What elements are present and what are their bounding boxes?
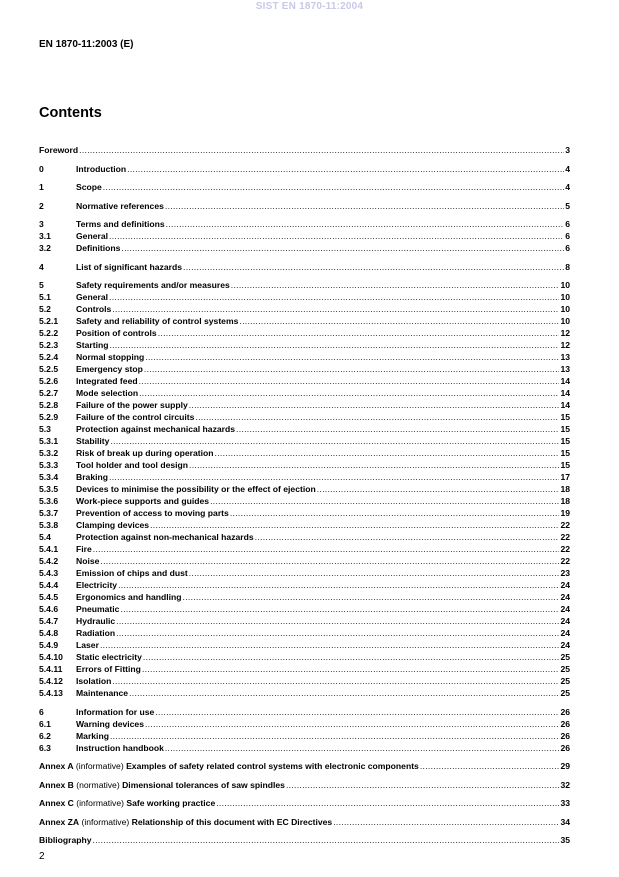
dot-leader bbox=[100, 555, 559, 567]
dot-leader bbox=[129, 687, 559, 699]
toc-entry-page: 10 bbox=[560, 316, 570, 326]
toc-entry-number: 3.2 bbox=[39, 243, 51, 253]
toc-entry-page: 4 bbox=[565, 163, 570, 174]
toc-entry-title: Definitions bbox=[76, 243, 121, 253]
annex-title: Dimensional tolerances of saw spindles bbox=[122, 779, 285, 790]
toc-entry-page: 15 bbox=[560, 412, 570, 422]
toc-entry-page: 22 bbox=[560, 556, 570, 566]
toc-entry[interactable] bbox=[39, 483, 570, 495]
toc-entry-number: 5.4.2 bbox=[39, 556, 59, 566]
toc-entry-page: 4 bbox=[565, 182, 570, 192]
toc-entry-page: 12 bbox=[560, 328, 570, 338]
toc-entry[interactable] bbox=[39, 760, 570, 772]
toc-entry-number: 5.2.5 bbox=[39, 364, 59, 374]
toc-entry-page: 6 bbox=[565, 231, 570, 241]
toc-entry-title: Noise bbox=[76, 556, 100, 566]
dot-leader bbox=[230, 507, 560, 519]
dot-leader bbox=[150, 519, 559, 531]
dot-leader bbox=[286, 779, 559, 791]
dot-leader bbox=[110, 435, 559, 447]
toc-entry-number: 6.2 bbox=[39, 730, 51, 741]
toc-entry-page: 15 bbox=[560, 436, 570, 446]
page-number: 2 bbox=[39, 851, 45, 862]
toc-entry-title: Fire bbox=[76, 544, 92, 554]
toc-entry-page: 34 bbox=[560, 816, 570, 827]
toc-entry-number: 5.4.10 bbox=[39, 652, 63, 662]
dot-leader bbox=[120, 603, 559, 615]
toc-entry[interactable] bbox=[39, 675, 570, 687]
toc-entry-title: Hydraulic bbox=[76, 616, 116, 626]
toc-entry[interactable] bbox=[39, 163, 570, 175]
toc-entry-page: 22 bbox=[560, 520, 570, 530]
toc-entry-title: Emission of chips and dust bbox=[76, 568, 188, 578]
toc-entry[interactable] bbox=[39, 834, 570, 846]
toc-entry-number: 5.4.12 bbox=[39, 676, 63, 686]
toc-entry-number: 5.4.1 bbox=[39, 544, 59, 554]
toc-entry-title: Protection against mechanical hazards bbox=[76, 424, 236, 434]
toc-entry[interactable] bbox=[39, 351, 570, 363]
toc-entry-number: 5.2.4 bbox=[39, 352, 59, 362]
toc-entry[interactable] bbox=[39, 507, 570, 519]
annex-label: Annex A bbox=[39, 761, 74, 771]
toc-entry[interactable] bbox=[39, 495, 570, 507]
toc-entry-title: Mode selection bbox=[76, 388, 139, 398]
toc-entry[interactable] bbox=[39, 779, 570, 791]
dot-leader bbox=[189, 399, 560, 411]
toc-entry-number: 5.4.9 bbox=[39, 640, 59, 650]
toc-entry-number: 5.3.5 bbox=[39, 484, 59, 494]
toc-entry-number: 5.2.3 bbox=[39, 340, 59, 350]
annex-title: Relationship of this document with EC Directives bbox=[131, 816, 333, 827]
toc-entry-page: 8 bbox=[565, 261, 570, 272]
dot-leader bbox=[79, 144, 564, 156]
dot-leader bbox=[100, 639, 560, 651]
dot-leader bbox=[145, 351, 559, 363]
toc-entry-number: 5.4.13 bbox=[39, 688, 63, 698]
toc-entry-page: 32 bbox=[560, 779, 570, 790]
toc-entry-number: 5.4.3 bbox=[39, 568, 59, 578]
toc-entry-page: 3 bbox=[565, 145, 570, 155]
toc-entry-title: Controls bbox=[76, 304, 112, 314]
toc-entry-number: 5.3.6 bbox=[39, 496, 59, 506]
dot-leader bbox=[109, 339, 559, 351]
toc-entry-page: 24 bbox=[560, 628, 570, 638]
toc-entry[interactable] bbox=[39, 399, 570, 411]
document-id: EN 1870-11:2003 (E) bbox=[39, 39, 134, 50]
toc-entry-number: 5.3.7 bbox=[39, 508, 59, 518]
toc-entry-title: Errors of Fitting bbox=[76, 664, 141, 674]
toc-entry-page: 23 bbox=[560, 568, 570, 578]
dot-leader bbox=[109, 291, 559, 303]
toc-entry-number: 5.2.9 bbox=[39, 412, 59, 422]
toc-entry[interactable] bbox=[39, 663, 570, 675]
toc-entry-title: Failure of the control circuits bbox=[76, 412, 195, 422]
toc-entry-title: Isolation bbox=[76, 676, 112, 686]
toc-entry[interactable] bbox=[39, 687, 570, 699]
toc-entry-number: 5.4 bbox=[39, 532, 51, 542]
toc-entry-number: 0 bbox=[39, 163, 44, 174]
toc-entry-page: 17 bbox=[560, 472, 570, 482]
toc-entry[interactable] bbox=[39, 230, 570, 242]
toc-entry[interactable] bbox=[39, 279, 570, 291]
toc-entry-title: Information for use bbox=[76, 706, 155, 717]
toc-entry-page: 13 bbox=[560, 352, 570, 362]
dot-leader bbox=[109, 471, 559, 483]
toc-entry-title: Laser bbox=[76, 640, 99, 650]
toc-entry-number: 5.4.8 bbox=[39, 628, 59, 638]
annex-title: Safe working practice bbox=[126, 798, 216, 808]
toc-entry-page: 26 bbox=[560, 742, 570, 753]
toc-entry-number: 5.2.8 bbox=[39, 400, 59, 410]
toc-entry-title: Integrated feed bbox=[76, 376, 138, 386]
toc-entry-number: 5.3.2 bbox=[39, 448, 59, 458]
toc-entry-number: 5.2.2 bbox=[39, 328, 59, 338]
toc-entry[interactable] bbox=[39, 742, 570, 754]
dot-leader bbox=[158, 327, 560, 339]
toc-entry[interactable] bbox=[39, 706, 570, 718]
dot-leader bbox=[155, 706, 559, 718]
toc-entry-title: Stability bbox=[76, 436, 110, 446]
toc-entry[interactable] bbox=[39, 435, 570, 447]
toc-entry-title: Pneumatic bbox=[76, 604, 120, 614]
toc-entry-page: 26 bbox=[560, 718, 570, 729]
dot-leader bbox=[144, 363, 560, 375]
toc-entry-number: 6.3 bbox=[39, 742, 51, 753]
toc-entry[interactable] bbox=[39, 303, 570, 315]
dot-leader bbox=[239, 315, 559, 327]
toc-entry-title: Protection against non-mechanical hazards bbox=[76, 532, 254, 542]
toc-entry[interactable] bbox=[39, 579, 570, 591]
annex-title: Examples of safety related control systems with electronic components bbox=[126, 761, 419, 771]
toc-entry-title: Safety and reliability of control systems bbox=[76, 316, 239, 326]
dot-leader bbox=[121, 242, 564, 254]
toc-entry[interactable] bbox=[39, 531, 570, 543]
toc-entry[interactable] bbox=[39, 615, 570, 627]
toc-entry-title: Starting bbox=[76, 340, 109, 350]
toc-entry-title: Risk of break up during operation bbox=[76, 448, 214, 458]
toc-entry-title bbox=[39, 816, 332, 828]
dot-leader bbox=[420, 760, 560, 772]
toc-entry-number: 5.4.5 bbox=[39, 592, 59, 602]
toc-entry-page: 33 bbox=[560, 798, 570, 808]
toc-entry-page: 26 bbox=[560, 706, 570, 717]
toc-entry-number: 5.3.3 bbox=[39, 460, 59, 470]
annex-label: Annex C bbox=[39, 798, 74, 808]
toc-entry[interactable] bbox=[39, 603, 570, 615]
toc-entry-title: General bbox=[76, 292, 109, 302]
toc-entry-title: Terms and definitions bbox=[76, 219, 165, 229]
toc-entry[interactable] bbox=[39, 639, 570, 651]
toc-entry-title: Safety requirements and/or measures bbox=[76, 280, 230, 290]
toc-entry-number: 5.3.4 bbox=[39, 472, 59, 482]
annex-qualifier: (normative) bbox=[73, 779, 123, 790]
dot-leader bbox=[333, 816, 559, 828]
toc-entry-title: Tool holder and tool design bbox=[76, 460, 189, 470]
dot-leader bbox=[183, 261, 564, 273]
dot-leader bbox=[110, 730, 559, 742]
dot-leader bbox=[142, 663, 560, 675]
toc-entry-number: 5.2 bbox=[39, 304, 51, 314]
toc-entry-page: 24 bbox=[560, 616, 570, 626]
toc-entry-number: 5 bbox=[39, 280, 44, 290]
dot-leader bbox=[127, 163, 564, 175]
toc-entry-number: 5.4.11 bbox=[39, 664, 63, 674]
annex-label: Annex B bbox=[39, 779, 74, 790]
toc-entry-page: 26 bbox=[560, 730, 570, 741]
toc-entry-page: 25 bbox=[560, 652, 570, 662]
toc-entry-number: 5.4.4 bbox=[39, 580, 59, 590]
toc-entry-number: 5.1 bbox=[39, 292, 51, 302]
watermark: SIST EN 1870-11:2004 bbox=[255, 1, 364, 12]
toc-entry[interactable] bbox=[39, 339, 570, 351]
toc-entry-title: Failure of the power supply bbox=[76, 400, 188, 410]
dot-leader bbox=[109, 230, 564, 242]
dot-leader bbox=[145, 718, 559, 730]
toc-entry-page: 29 bbox=[560, 761, 570, 771]
dot-leader bbox=[116, 627, 559, 639]
toc-entry-page: 6 bbox=[565, 219, 570, 229]
toc-entry-title: List of significant hazards bbox=[76, 261, 183, 272]
toc-entry[interactable] bbox=[39, 375, 570, 387]
toc-entry-number: 5.2.6 bbox=[39, 376, 59, 386]
toc-entry[interactable] bbox=[39, 459, 570, 471]
toc-entry-page: 5 bbox=[565, 200, 570, 211]
toc-entry-title: Introduction bbox=[76, 163, 127, 174]
toc-entry-page: 12 bbox=[560, 340, 570, 350]
annex-qualifier: (informative) bbox=[79, 816, 132, 827]
toc-entry-number: 5.3.8 bbox=[39, 520, 59, 530]
toc-entry[interactable] bbox=[39, 591, 570, 603]
toc-entry-number: 5.2.1 bbox=[39, 316, 59, 326]
dot-leader bbox=[165, 742, 560, 754]
dot-leader bbox=[255, 531, 560, 543]
toc-entry-page: 25 bbox=[560, 688, 570, 698]
annex-label: Annex ZA bbox=[39, 816, 80, 827]
toc-entry-page: 15 bbox=[560, 460, 570, 470]
dot-leader bbox=[93, 543, 560, 555]
toc-entry[interactable] bbox=[39, 423, 570, 435]
toc-entry-title: Bibliography bbox=[39, 835, 92, 845]
toc-entry-number: 2 bbox=[39, 200, 44, 211]
toc-entry-title bbox=[39, 760, 419, 772]
toc-entry-number: 3.1 bbox=[39, 231, 51, 241]
dot-leader bbox=[139, 387, 559, 399]
toc-entry[interactable] bbox=[39, 327, 570, 339]
dot-leader bbox=[231, 279, 560, 291]
toc-entry[interactable] bbox=[39, 519, 570, 531]
toc-entry-title: Scope bbox=[76, 182, 102, 192]
dot-leader bbox=[236, 423, 559, 435]
toc-entry-page: 6 bbox=[565, 243, 570, 253]
toc-entry[interactable] bbox=[39, 730, 570, 742]
toc-entry-title: Static electricity bbox=[76, 652, 142, 662]
toc-entry-title: Maintenance bbox=[76, 688, 129, 698]
toc-entry-title: Instruction handbook bbox=[76, 742, 164, 753]
toc-entry[interactable] bbox=[39, 816, 570, 828]
dot-leader bbox=[103, 181, 564, 193]
toc-entry[interactable] bbox=[39, 144, 570, 156]
toc-entry-number: 5.4.7 bbox=[39, 616, 59, 626]
toc-entry-number: 3 bbox=[39, 219, 44, 229]
toc-entry-number: 6 bbox=[39, 706, 44, 717]
toc-entry[interactable] bbox=[39, 181, 570, 193]
dot-leader bbox=[165, 200, 564, 212]
toc-entry-page: 10 bbox=[560, 292, 570, 302]
toc-entry-title: Work-piece supports and guides bbox=[76, 496, 210, 506]
toc-entry[interactable] bbox=[39, 200, 570, 212]
toc-entry-page: 14 bbox=[560, 400, 570, 410]
toc-entry-title bbox=[39, 779, 285, 791]
toc-entry-number: 4 bbox=[39, 261, 44, 272]
toc-entry-title: Normal stopping bbox=[76, 352, 145, 362]
dot-leader bbox=[189, 459, 559, 471]
toc-entry-title: Radiation bbox=[76, 628, 116, 638]
toc-entry-page: 18 bbox=[560, 484, 570, 494]
toc-entry-number: 1 bbox=[39, 182, 44, 192]
toc-entry-number: 5.3.1 bbox=[39, 436, 59, 446]
toc-entry-title: Electricity bbox=[76, 580, 118, 590]
dot-leader bbox=[317, 483, 560, 495]
page-title: Contents bbox=[39, 105, 102, 121]
toc-entry[interactable] bbox=[39, 718, 570, 730]
annex-qualifier: (informative) bbox=[73, 761, 127, 771]
toc-entry-number: 5.4.6 bbox=[39, 604, 59, 614]
toc-entry-number: 6.1 bbox=[39, 718, 51, 729]
toc-entry-title: Foreword bbox=[39, 145, 79, 155]
dot-leader bbox=[93, 834, 560, 846]
toc-entry[interactable] bbox=[39, 242, 570, 254]
toc-entry-page: 19 bbox=[560, 508, 570, 518]
table-of-contents bbox=[39, 144, 570, 846]
toc-entry[interactable] bbox=[39, 627, 570, 639]
toc-entry[interactable] bbox=[39, 651, 570, 663]
dot-leader bbox=[118, 579, 559, 591]
toc-entry[interactable] bbox=[39, 471, 570, 483]
toc-entry[interactable] bbox=[39, 543, 570, 555]
toc-entry-page: 25 bbox=[560, 664, 570, 674]
toc-entry[interactable] bbox=[39, 555, 570, 567]
annex-qualifier: (informative) bbox=[73, 798, 127, 808]
toc-entry-title: Normative references bbox=[76, 200, 164, 211]
toc-entry[interactable] bbox=[39, 411, 570, 423]
dot-leader bbox=[183, 591, 560, 603]
toc-entry[interactable] bbox=[39, 567, 570, 579]
toc-entry-page: 15 bbox=[560, 448, 570, 458]
dot-leader bbox=[143, 651, 560, 663]
toc-entry-page: 15 bbox=[560, 424, 570, 434]
toc-entry-page: 18 bbox=[560, 496, 570, 506]
dot-leader bbox=[139, 375, 560, 387]
toc-entry-page: 25 bbox=[560, 676, 570, 686]
toc-entry-page: 13 bbox=[560, 364, 570, 374]
toc-entry-page: 22 bbox=[560, 532, 570, 542]
dot-leader bbox=[215, 447, 560, 459]
toc-entry-title: Marking bbox=[76, 730, 109, 741]
toc-entry-title: Devices to minimise the possibility or the effect of ejection bbox=[76, 484, 316, 494]
dot-leader bbox=[189, 567, 560, 579]
toc-entry-number: 5.3 bbox=[39, 424, 51, 434]
toc-entry-page: 14 bbox=[560, 388, 570, 398]
toc-entry-page: 24 bbox=[560, 580, 570, 590]
toc-entry-page: 24 bbox=[560, 592, 570, 602]
toc-entry-title: Prevention of access to moving parts bbox=[76, 508, 229, 518]
dot-leader bbox=[216, 797, 559, 809]
toc-entry[interactable] bbox=[39, 387, 570, 399]
toc-entry-page: 22 bbox=[560, 544, 570, 554]
toc-entry-title: Warning devices bbox=[76, 718, 144, 729]
toc-entry-title: Emergency stop bbox=[76, 364, 143, 374]
toc-entry-page: 14 bbox=[560, 376, 570, 386]
toc-entry[interactable] bbox=[39, 315, 570, 327]
toc-entry-title: Clamping devices bbox=[76, 520, 150, 530]
dot-leader bbox=[116, 615, 559, 627]
toc-entry-page: 24 bbox=[560, 604, 570, 614]
toc-entry[interactable] bbox=[39, 797, 570, 809]
toc-entry-title: Braking bbox=[76, 472, 108, 482]
toc-entry-number: 5.2.7 bbox=[39, 388, 59, 398]
toc-entry-page: 35 bbox=[560, 835, 570, 845]
toc-entry[interactable] bbox=[39, 447, 570, 459]
toc-entry-title: Ergonomics and handling bbox=[76, 592, 182, 602]
toc-entry-title: Position of controls bbox=[76, 328, 157, 338]
toc-entry-page: 10 bbox=[560, 280, 570, 290]
dot-leader bbox=[210, 495, 559, 507]
dot-leader bbox=[112, 675, 559, 687]
toc-entry[interactable] bbox=[39, 291, 570, 303]
dot-leader bbox=[195, 411, 559, 423]
toc-entry-page: 10 bbox=[560, 304, 570, 314]
toc-entry-title bbox=[39, 797, 215, 809]
toc-entry[interactable] bbox=[39, 363, 570, 375]
toc-entry[interactable] bbox=[39, 218, 570, 230]
dot-leader bbox=[166, 218, 565, 230]
toc-entry-title: General bbox=[76, 231, 109, 241]
toc-entry[interactable] bbox=[39, 261, 570, 273]
toc-entry-page: 24 bbox=[560, 640, 570, 650]
dot-leader bbox=[112, 303, 559, 315]
